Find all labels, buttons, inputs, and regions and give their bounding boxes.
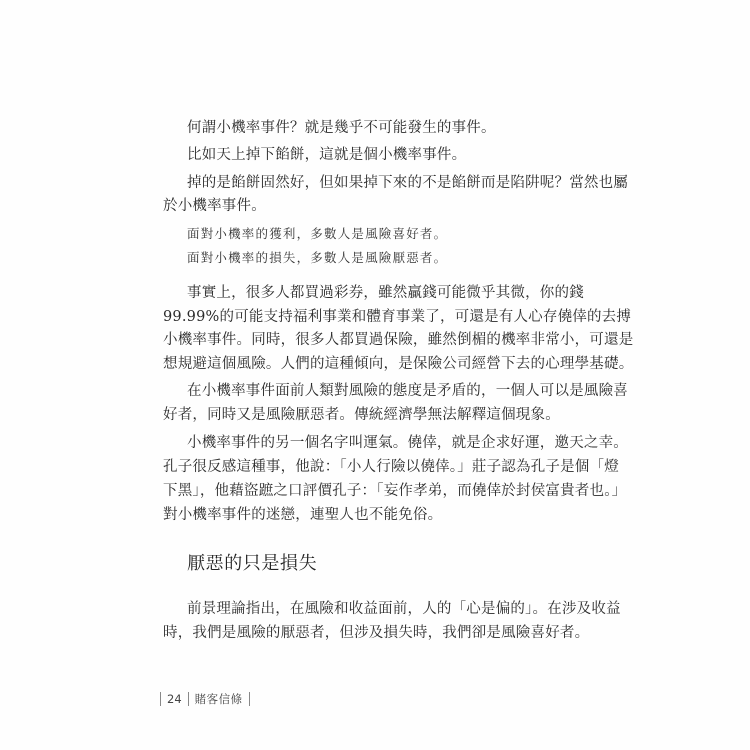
paragraph-line: 何謂小機率事件？就是幾乎不可能發生的事件。 [187, 120, 496, 136]
running-book-title: 賭客信條 [194, 692, 243, 706]
paragraph-line: 小機率事件。同時，很多人都買過保險，雖然倒楣的機率非常小，可還是 [163, 332, 634, 348]
block-quote-line: 面對小機率的損失，多數人是風險厭惡者。 [187, 250, 448, 265]
paragraph-line: 在小機率事件面前人類對風險的態度是矛盾的，一個人可以是風險喜 [187, 383, 628, 399]
page-number: 24 [167, 692, 182, 706]
paragraph-line: 比如天上掉下餡餅，這就是個小機率事件。 [187, 147, 467, 163]
footer-divider [249, 692, 250, 706]
paragraph-line: 小機率事件的另一個名字叫運氣。僥倖，就是企求好運，邀天之幸。 [187, 435, 628, 451]
page-footer [160, 690, 250, 708]
paragraph-line: 前景理論指出，在風險和收益面前，人的「心是偏的」。在涉及收益 [187, 601, 621, 617]
paragraph-line: 掉的是餡餅固然好，但如果掉下來的不是餡餅而是陷阱呢？當然也屬 [187, 175, 628, 191]
paragraph-line: 時，我們是風險的厭惡者，但涉及損失時，我們卻是風險喜好者。 [163, 625, 590, 641]
paragraph-line: 於小機率事件。 [163, 198, 266, 214]
block-quote-line: 面對小機率的獲利，多數人是風險喜好者。 [187, 226, 448, 241]
paragraph-line: 99.99%的可能支持福利事業和體育事業了，可還是有人心存僥倖的去搏 [163, 309, 632, 325]
paragraph-line: 孔子很反感這種事，他說：「小人行險以僥倖。」莊子認為孔子是個「燈 [163, 459, 619, 475]
paragraph-line: 好者，同時又是風險厭惡者。傳統經濟學無法解釋這個現象。 [163, 407, 560, 423]
paragraph-line: 想規避這個風險。人們的這種傾向，是保險公司經營下去的心理學基礎。 [163, 356, 634, 372]
paragraph-line: 對小機率事件的迷戀，連聖人也不能免俗。 [163, 507, 443, 523]
paragraph-line: 下黑」，他藉盜蹠之口評價孔子：「妄作孝弟，而僥倖於封侯富貴者也。」 [163, 483, 627, 499]
section-heading: 厭惡的只是損失 [187, 553, 318, 574]
paragraph-line: 事實上，很多人都買過彩券，雖然贏錢可能微乎其微，你的錢 [187, 285, 584, 301]
